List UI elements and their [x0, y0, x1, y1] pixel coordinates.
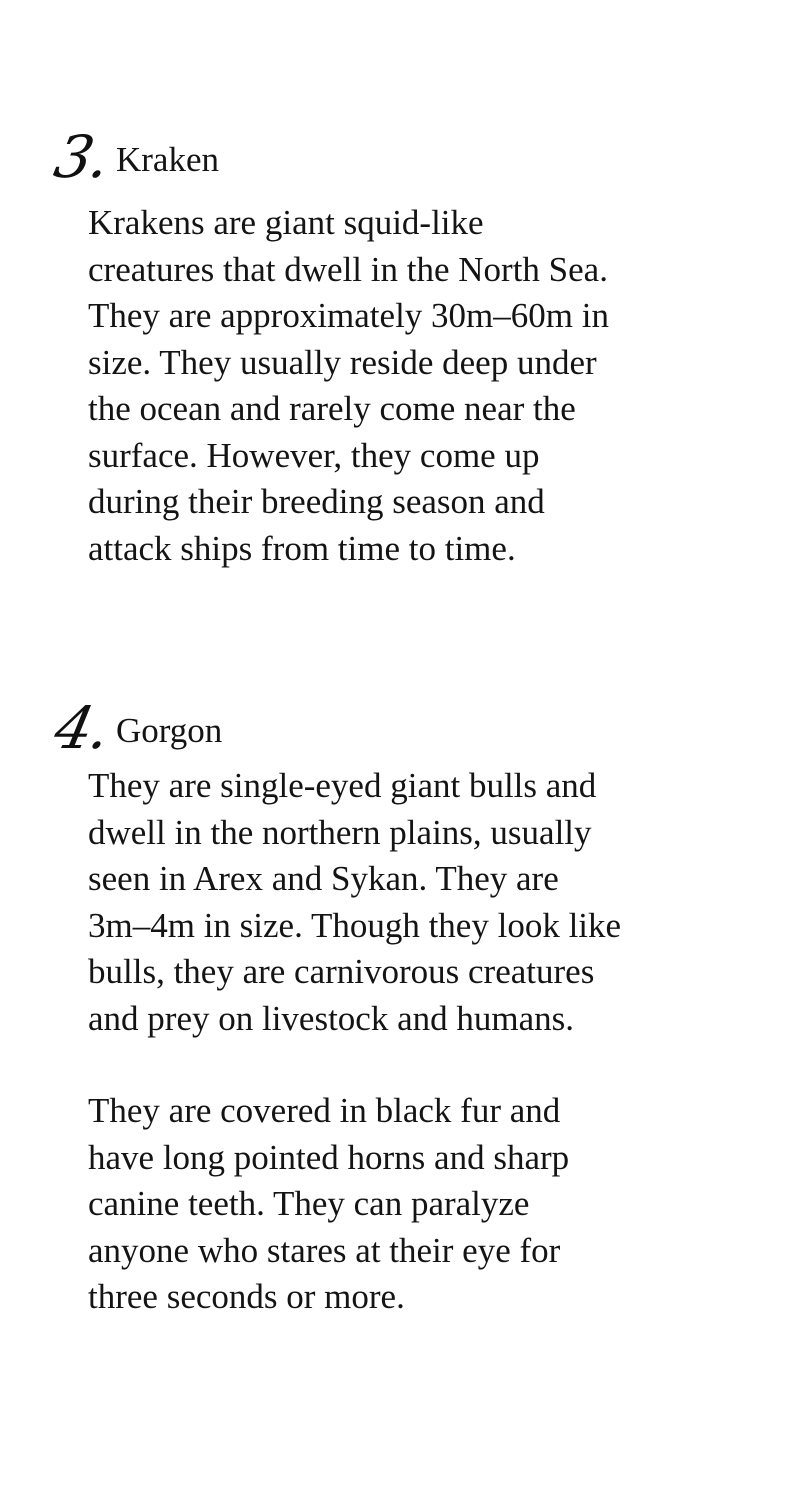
- previous-text-fragment: [0, 0, 800, 4]
- text-line: They are approximately 30m–60m in: [88, 296, 609, 335]
- text-line: size. They usually reside deep under: [88, 342, 597, 382]
- entry-number: 3.: [48, 123, 115, 191]
- text-line: They are single-eyed giant bulls and: [88, 766, 597, 805]
- text-line: anyone who stares at their eye for: [88, 1230, 561, 1270]
- text-line: Krakens are giant squid-like: [88, 203, 484, 242]
- paragraph: [88, 200, 778, 572]
- paragraph: [88, 763, 778, 1042]
- text-line: bulls, they are carnivorous creatures: [88, 952, 595, 991]
- paragraph: [88, 1088, 778, 1321]
- text-line: and prey on livestock and humans.: [88, 998, 575, 1038]
- text-line: three seconds or more.: [88, 1277, 405, 1316]
- text-line: canine teeth. They can paralyze: [88, 1184, 530, 1223]
- text-line: 3m–4m in size. Though they look like: [88, 905, 622, 945]
- text-line: They are covered in black fur and: [88, 1091, 561, 1130]
- text-line: seen in Arex and Sykan. They are: [88, 859, 559, 898]
- entry-body: [88, 200, 778, 572]
- entry-title: Kraken: [116, 140, 220, 179]
- entry-heading: [0, 693, 800, 771]
- text-line: during their breeding season and: [88, 482, 545, 521]
- entry-title: Gorgon: [116, 711, 223, 750]
- entry-gorgon: [0, 693, 800, 1321]
- entry-body: [88, 763, 778, 1321]
- text-line: attack ships from time to time.: [88, 528, 516, 568]
- entry-kraken: [0, 122, 800, 572]
- entry-heading: [0, 122, 800, 200]
- text-line: creatures that dwell in the North Sea.: [88, 249, 608, 289]
- text-line: have long pointed horns and sharp: [88, 1137, 570, 1177]
- entry-number: 4.: [48, 694, 115, 762]
- text-line: the ocean and rarely come near the: [88, 389, 576, 428]
- text-line: dwell in the northern plains, usually: [88, 812, 592, 852]
- text-line: surface. However, they come up: [88, 435, 540, 475]
